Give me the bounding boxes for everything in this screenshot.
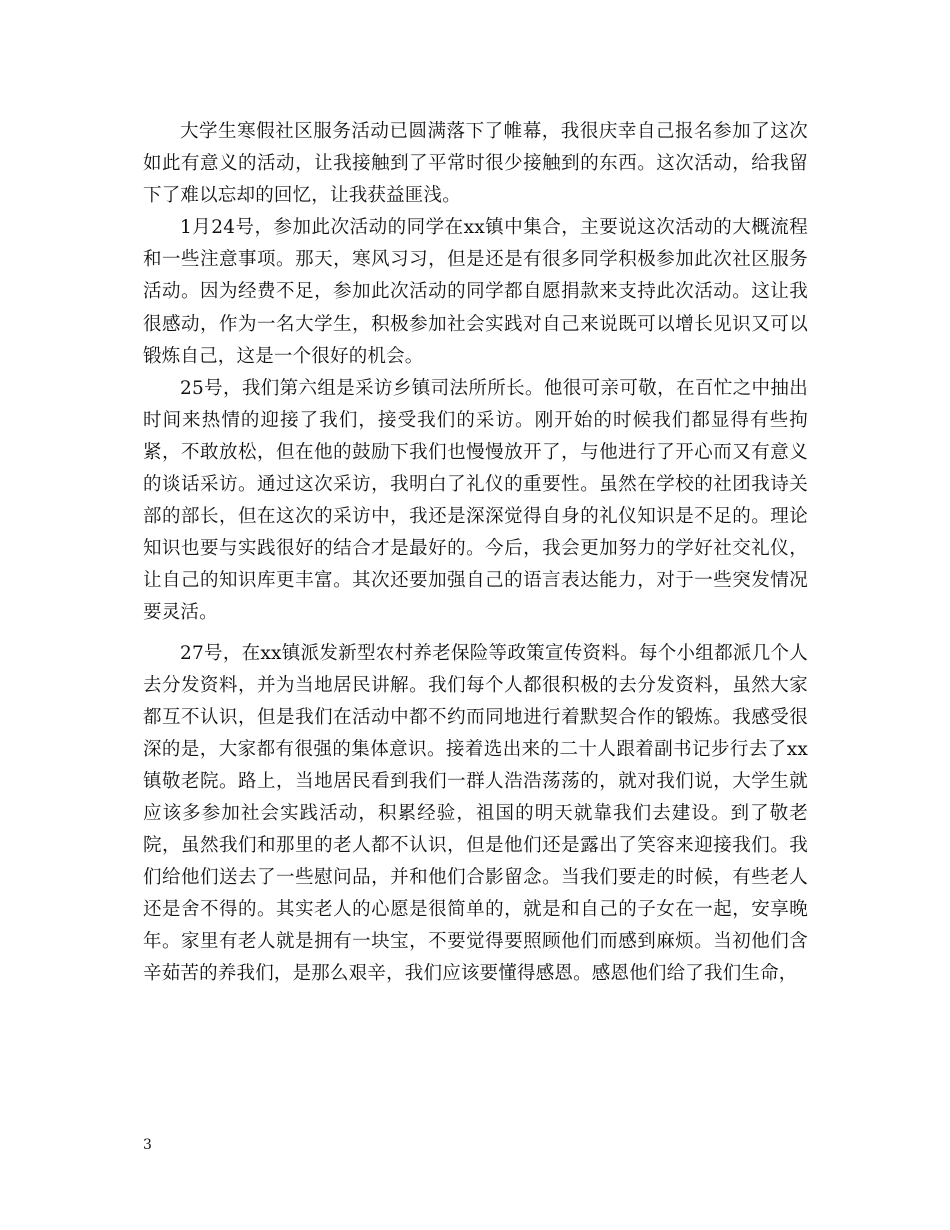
paragraph-1: 大学生寒假社区服务活动已圆满落下了帷幕，我很庆幸自己报名参加了这次如此有意义的活动，让我接触到了平常时很少接触到的东西。这次活动，给我留下了难以忘却的回忆，让我获益匪浅。 — [143, 121, 808, 207]
paragraph-4: 27号，在xx镇派发新型农村养老保险等政策宣传资料。每个小组都派几个人去分发资料，并为当地居民讲解。我们每个人都很积极的去分发资料，虽然大家都互不认识，但是我们在活动中都不约而同地进行着默契合作的锻炼。我感受很深的是，大家都有很强的集体意识。接着选出来的二十人跟着副书记步行去了xx镇敬老院。路上，当地居民看到我们一群人浩浩荡荡的，就对我们说，大学生就应该多参加社会实践活动，积累经验，祖国的明天就靠我们去建设。到了敬老院，虽然我们和那里的老人都不认识，但是他们还是露出了笑容来迎接我们。我们给他们送去了一些慰问品，并和他们合影留念。当我们要走的时候，有些老人还是舍不得的。其实老人的心愿是很简单的，就是和自己的子女在一起，安享晚年。家里有老人就是拥有一块宝，不要觉得要照顾他们而感到麻烦。当初他们含辛茹苦的养我们，是那么艰辛，我们应该要懂得感恩。感恩他们给了我们生命， — [143, 642, 808, 985]
page-number: 3 — [143, 1137, 152, 1153]
paragraph-3: 25号，我们第六组是采访乡镇司法所所长。他很可亲可敬，在百忙之中抽出时间来热情的迎接了我们，接受我们的采访。刚开始的时候我们都显得有些拘紧，不敢放松，但在他的鼓励下我们也慢慢放开了，与他进行了开心而又有意义的谈话采访。通过这次采访，我明白了礼仪的重要性。虽然在学校的社团我诗关部的部长，但在这次的采访中，我还是深深觉得自身的礼仪知识是不足的。理论知识也要与实践很好的结合才是最好的。今后，我会更加努力的学好社交礼仪，让自己的知识库更丰富。其次还要加强自己的语言表达能力，对于一些突发情况要灵活。 — [143, 377, 808, 624]
document-body — [143, 116, 808, 991]
paragraph-2: 1月24号，参加此次活动的同学在xx镇中集合，主要说这次活动的大概流程和一些注意事项。那天，寒风习习，但是还是有很多同学积极参加此次社区服务活动。因为经费不足，参加此次活动的同学都自愿捐款来支持此次活动。这让我很感动，作为一名大学生，积极参加社会实践对自己来说既可以增长见识又可以锻炼自己，这是一个很好的机会。 — [143, 217, 808, 367]
